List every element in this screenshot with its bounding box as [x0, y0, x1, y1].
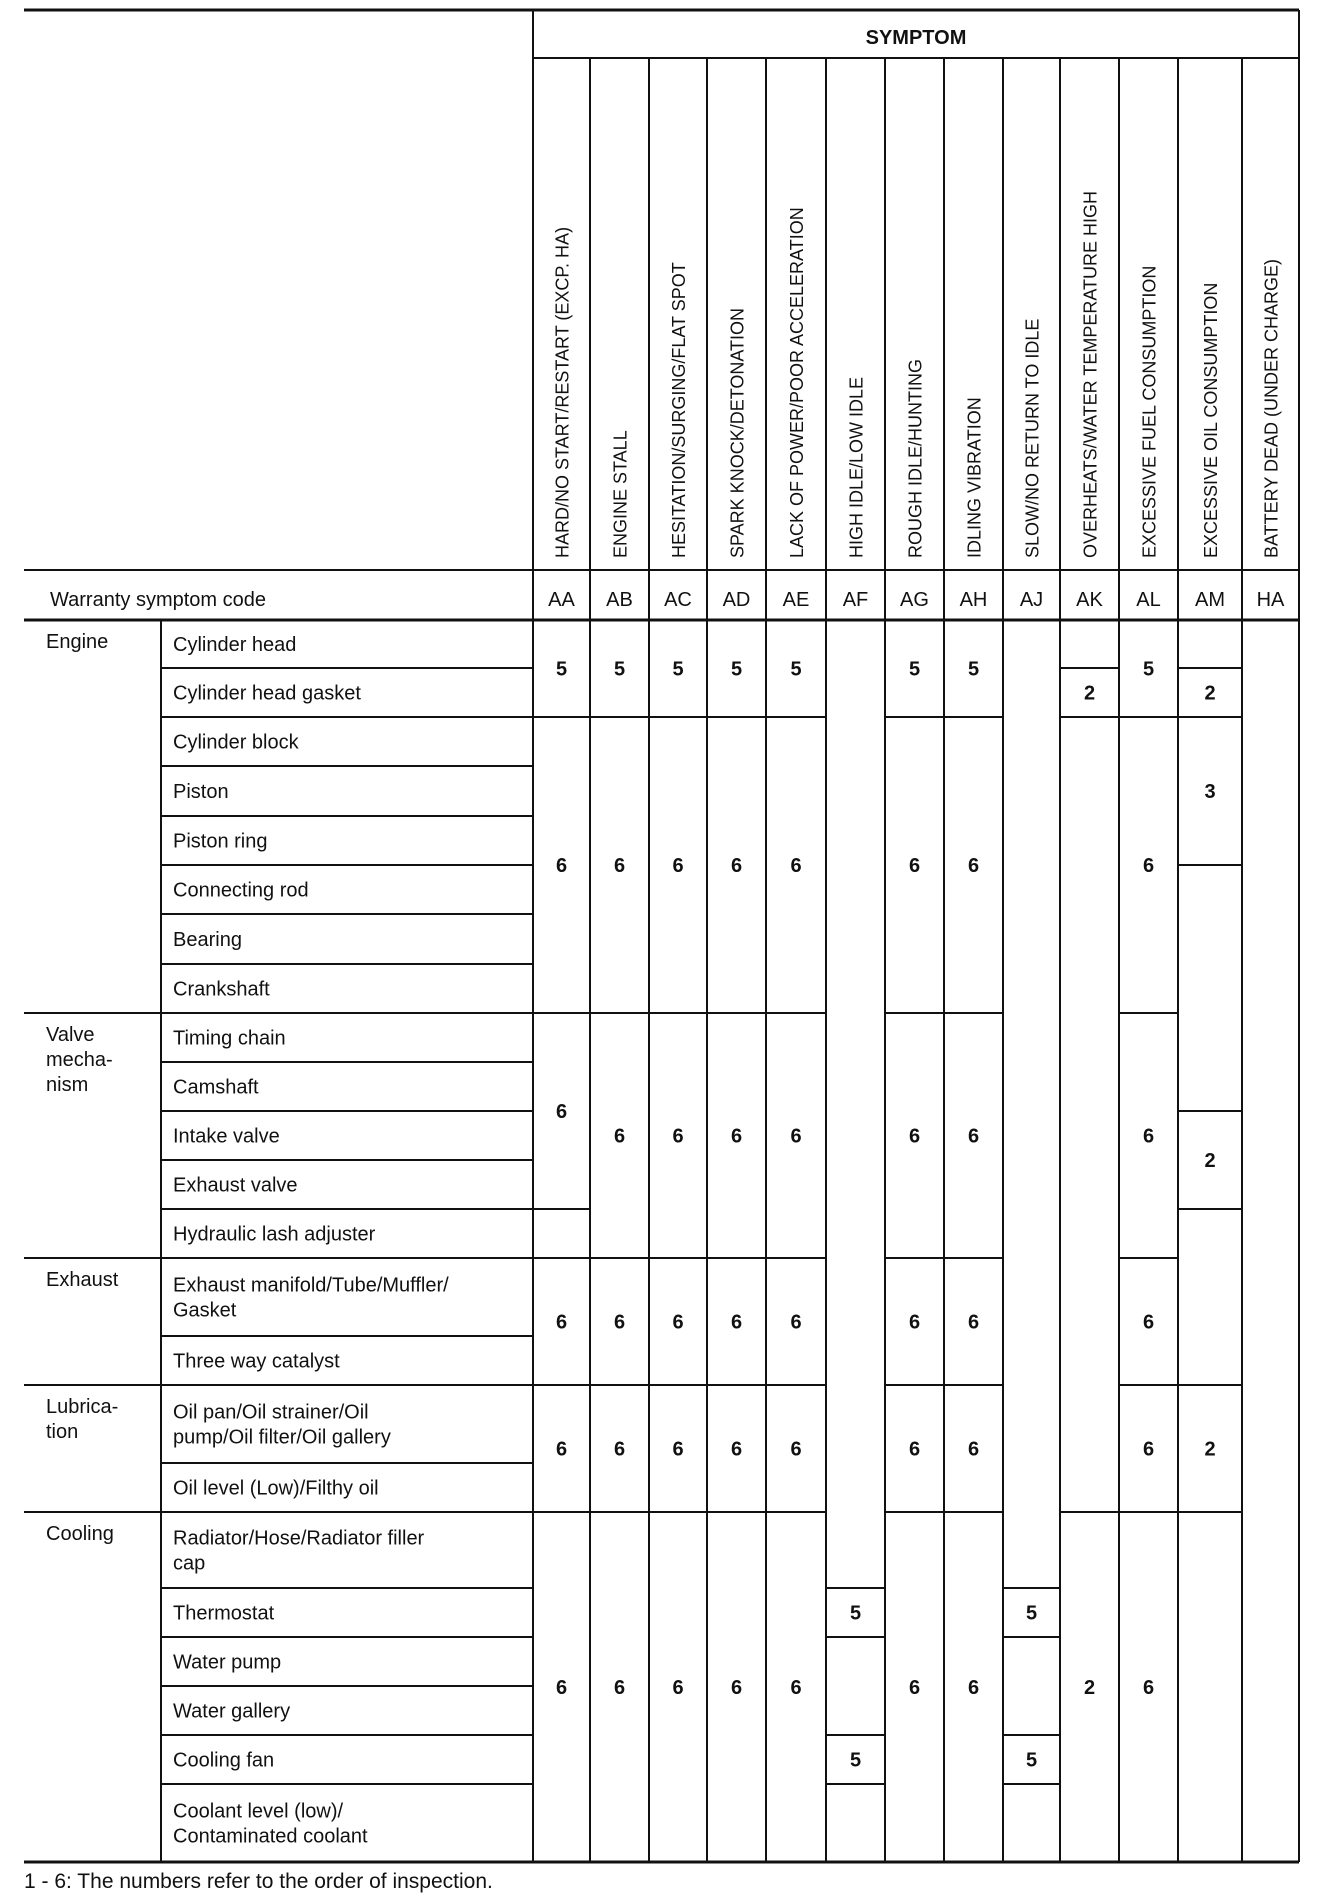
inspection-order-value: 6 [790, 1125, 802, 1148]
part-label: Coolant level (low)/ [173, 1800, 344, 1823]
symptom-name: LACK OF POWER/POOR ACCELERATION [787, 207, 807, 558]
symptom-code: AL [1136, 589, 1161, 611]
inspection-order-value: 5 [908, 658, 921, 681]
inspection-order-value: 6 [730, 855, 743, 877]
inspection-order-value: 6 [1142, 855, 1155, 877]
part-label: Cylinder head gasket [173, 682, 361, 705]
symptom-name: SPARK KNOCK/DETONATION [727, 307, 748, 558]
part-label: Timing chain [173, 1027, 286, 1050]
inspection-order-value: 5 [613, 658, 626, 681]
symptom-code: AG [900, 589, 929, 611]
part-label: Exhaust manifold/Tube/Muffler/ [173, 1274, 449, 1297]
symptom-code: AE [782, 589, 810, 611]
inspection-order-value: 6 [613, 1311, 626, 1334]
symptom-code: AH [959, 589, 988, 611]
part-label: Exhaust valve [173, 1174, 298, 1197]
inspection-order-value: 5 [1025, 1749, 1038, 1772]
part-label: Camshaft [173, 1076, 259, 1099]
part-label: Bearing [173, 929, 242, 951]
table-content [46, 27, 1285, 1848]
symptom-name: SLOW/NO RETURN TO IDLE [1022, 318, 1043, 558]
part-label: Oil level (Low)/Filthy oil [173, 1477, 379, 1500]
inspection-order-value: 6 [613, 855, 626, 877]
inspection-order-value: 2 [1204, 682, 1216, 705]
symptom-name: ROUGH IDLE/HUNTING [905, 358, 926, 558]
inspection-order-value: 2 [1083, 682, 1096, 705]
part-label: Crankshaft [173, 978, 270, 1001]
symptom-code: AF [842, 589, 869, 611]
inspection-order-value: 6 [1142, 1125, 1155, 1148]
symptom-name: HESITATION/SURGING/FLAT SPOT [669, 262, 689, 558]
inspection-order-value: 6 [555, 1101, 568, 1123]
inspection-order-value: 6 [613, 1438, 626, 1461]
category-label: Engine [46, 631, 109, 653]
part-label: Cylinder head [173, 634, 297, 656]
inspection-order-value: 6 [967, 1677, 980, 1699]
inspection-order-value: 6 [790, 1677, 802, 1699]
part-label: Radiator/Hose/Radiator filler [173, 1527, 425, 1550]
symptom-name: HARD/NO START/RESTART (EXCP. HA) [552, 226, 573, 558]
part-label: Three way catalyst [173, 1350, 340, 1373]
inspection-order-value: 6 [790, 1438, 802, 1461]
inspection-order-value: 6 [908, 1677, 921, 1699]
inspection-order-value: 6 [967, 855, 980, 877]
inspection-order-value: 6 [672, 1311, 684, 1334]
inspection-order-value: 6 [1142, 1311, 1155, 1334]
inspection-order-value: 6 [908, 855, 921, 877]
inspection-order-value: 2 [1204, 1150, 1216, 1172]
inspection-order-value: 6 [967, 1311, 980, 1334]
inspection-order-value: 6 [555, 1677, 568, 1699]
symptom-code: AK [1076, 589, 1103, 611]
inspection-order-value: 6 [1142, 1677, 1155, 1699]
inspection-order-value: 6 [730, 1311, 743, 1334]
part-label: Thermostat [173, 1602, 275, 1625]
inspection-order-value: 6 [613, 1677, 626, 1699]
inspection-order-value: 6 [672, 855, 684, 877]
inspection-order-value: 6 [730, 1125, 743, 1148]
symptom-header: SYMPTOM [865, 27, 967, 49]
inspection-order-value: 6 [730, 1677, 743, 1699]
symptom-code: HA [1256, 589, 1285, 611]
part-label: Piston ring [173, 830, 268, 853]
inspection-order-value: 6 [672, 1125, 684, 1148]
symptom-code: AD [722, 589, 751, 611]
inspection-order-value: 6 [908, 1311, 921, 1334]
inspection-order-value: 5 [730, 658, 743, 681]
part-label: Water pump [173, 1651, 282, 1674]
part-label: Cooling fan [173, 1749, 275, 1772]
part-label: Cylinder block [173, 731, 299, 754]
inspection-order-value: 2 [1083, 1677, 1096, 1699]
symptom-name: BATTERY DEAD (UNDER CHARGE) [1261, 258, 1282, 558]
category-label: mecha- [46, 1049, 113, 1071]
symptom-name: OVERHEATS/WATER TEMPERATURE HIGH [1080, 190, 1101, 558]
inspection-order-value: 5 [849, 1749, 862, 1772]
part-label: Water gallery [173, 1700, 291, 1723]
part-label: Piston [173, 781, 229, 803]
inspection-order-value: 5 [672, 658, 684, 681]
inspection-order-value: 6 [555, 1438, 568, 1461]
category-label: Valve [46, 1024, 95, 1046]
symptom-code: AB [606, 589, 633, 611]
inspection-order-value: 6 [672, 1677, 684, 1699]
inspection-order-value: 5 [790, 658, 802, 681]
inspection-order-value: 6 [908, 1438, 921, 1461]
inspection-order-value: 6 [555, 855, 568, 877]
symptom-name: EXCESSIVE OIL CONSUMPTION [1201, 282, 1221, 558]
inspection-order-value: 6 [1142, 1438, 1155, 1461]
category-label: Exhaust [46, 1269, 119, 1291]
inspection-order-value: 6 [790, 855, 802, 877]
inspection-order-value: 6 [555, 1311, 568, 1334]
part-label: Hydraulic lash adjuster [173, 1223, 376, 1246]
category-label: Lubrica- [46, 1396, 119, 1418]
symptom-name: IDLING VIBRATION [964, 397, 985, 558]
symptom-name: HIGH IDLE/LOW IDLE [846, 376, 867, 558]
part-label: Contaminated coolant [173, 1825, 368, 1848]
symptom-name: EXCESSIVE FUEL CONSUMPTION [1139, 265, 1160, 558]
warranty-symptom-code-label: Warranty symptom code [50, 589, 266, 611]
symptom-name: ENGINE STALL [610, 430, 631, 558]
symptom-code: AJ [1019, 589, 1044, 611]
category-label: nism [46, 1074, 89, 1096]
part-label: Intake valve [173, 1125, 280, 1148]
inspection-order-value: 5 [849, 1602, 862, 1625]
inspection-order-value: 5 [555, 658, 568, 681]
inspection-order-value: 5 [967, 658, 980, 681]
inspection-order-value: 6 [908, 1125, 921, 1148]
category-label: Cooling [46, 1523, 114, 1545]
inspection-order-value: 6 [790, 1311, 802, 1334]
symptom-code: AM [1195, 589, 1225, 611]
footnote: 1 - 6: The numbers refer to the order of inspection. [24, 1870, 493, 1893]
symptom-code: AC [664, 589, 692, 611]
inspection-order-value: 6 [613, 1125, 626, 1148]
part-label: pump/Oil filter/Oil gallery [173, 1426, 391, 1449]
inspection-order-value: 3 [1204, 781, 1216, 803]
inspection-order-value: 2 [1204, 1438, 1216, 1461]
part-label: Gasket [173, 1299, 237, 1322]
inspection-order-value: 5 [1142, 658, 1155, 681]
part-label: cap [173, 1552, 206, 1575]
symptom-code: AA [548, 589, 575, 611]
inspection-order-value: 6 [967, 1125, 980, 1148]
category-label: tion [46, 1421, 79, 1443]
inspection-order-value: 5 [1025, 1602, 1038, 1625]
inspection-order-value: 6 [672, 1438, 684, 1461]
inspection-order-value: 6 [730, 1438, 743, 1461]
part-label: Oil pan/Oil strainer/Oil [173, 1401, 369, 1424]
part-label: Connecting rod [173, 879, 309, 902]
inspection-order-value: 6 [967, 1438, 980, 1461]
